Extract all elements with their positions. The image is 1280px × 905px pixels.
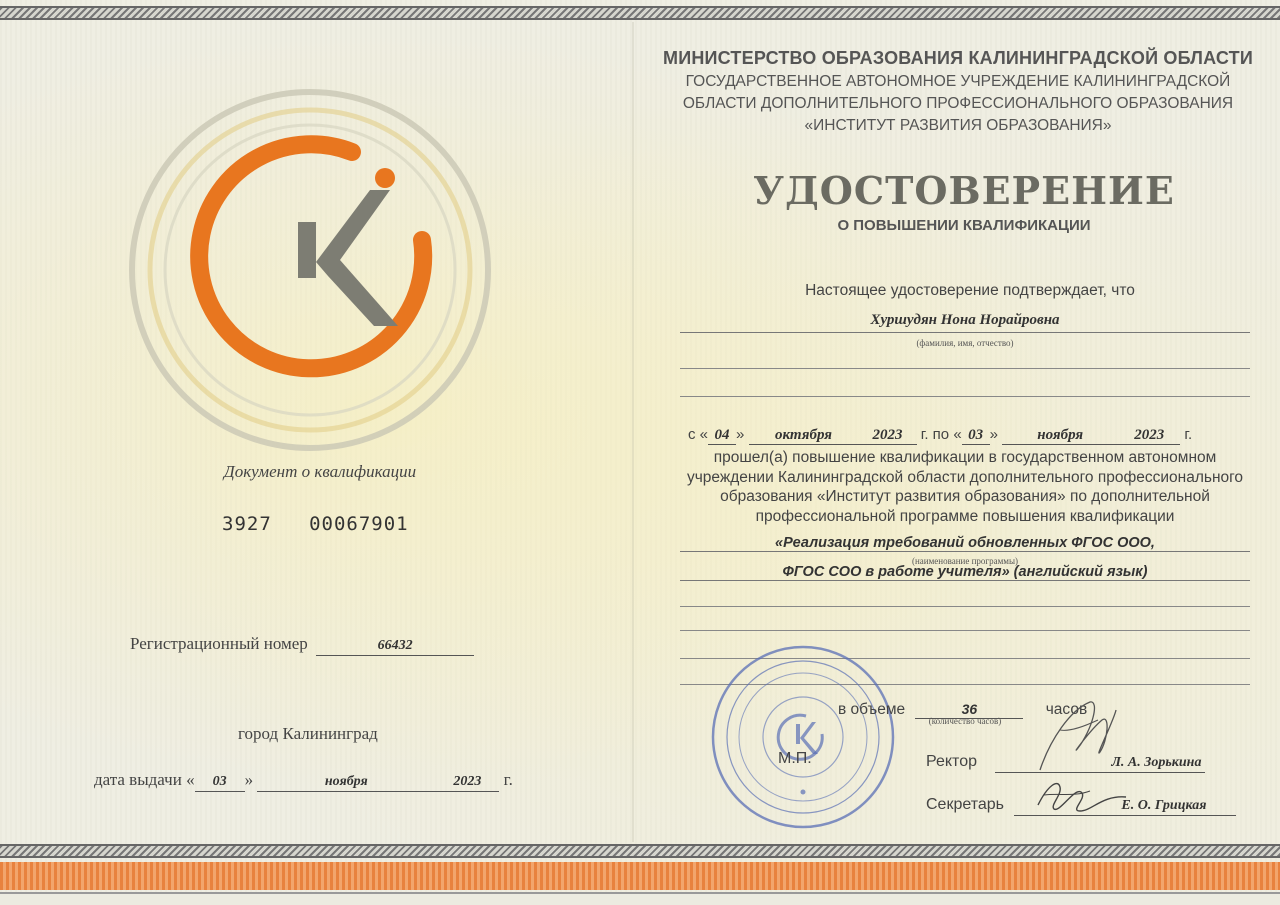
year-suffix: г. <box>503 770 513 789</box>
body-line: учреждении Калининградской области дополнительного профессионального <box>686 468 1244 486</box>
rector-name: Л. А. Зорькина <box>1111 755 1202 770</box>
city-label: город Калининград <box>238 724 378 743</box>
qualification-text <box>650 448 1280 526</box>
hours-unit: часов <box>1045 701 1088 718</box>
body-line: образования «Институт развития образования» по дополнительной <box>720 488 1210 505</box>
to-month: ноября <box>1002 426 1118 445</box>
from-day: 04 <box>708 426 736 445</box>
bottom-orange-band <box>0 862 1280 890</box>
hours-value: 36 <box>915 700 1023 719</box>
blank-line <box>680 606 1250 607</box>
name-hint: (фамилия, имя, отчество) <box>916 338 1014 348</box>
program-hint: (наименование программы) <box>911 556 1019 566</box>
official-seal-icon <box>708 642 898 832</box>
issue-date-row <box>94 770 513 792</box>
to-year: 2023 <box>1118 426 1180 445</box>
from-month: октября <box>749 426 859 445</box>
quote-close: » <box>989 426 999 443</box>
rector-signature-icon <box>1030 690 1120 780</box>
institution-line: ОБЛАСТИ ДОПОЛНИТЕЛЬНОГО ПРОФЕССИОНАЛЬНОГО ОБРАЗОВАНИЯ <box>682 95 1234 112</box>
document-serial: 00067901 <box>309 513 409 535</box>
blank-line <box>680 396 1250 397</box>
body-line: прошел(а) повышение квалификации в государственном автономном <box>713 449 1217 466</box>
from-label: с <box>688 426 696 443</box>
secretary-name: Е. О. Грицкая <box>1121 798 1207 813</box>
secretary-label: Секретарь <box>926 796 1004 813</box>
institution-line: «ИНСТИТУТ РАЗВИТИЯ ОБРАЗОВАНИЯ» <box>804 117 1112 134</box>
quote-open: « <box>186 770 195 789</box>
secretary-signature-icon <box>1030 775 1130 820</box>
quote-close: » <box>736 426 745 443</box>
issue-month: ноября <box>257 773 435 792</box>
document-title: УДОСТОВЕРЕНИЕ <box>753 168 1175 213</box>
registration-number: 66432 <box>316 637 474 656</box>
to-label: г. по <box>920 426 950 443</box>
document-number <box>222 513 409 535</box>
document-subtitle: О ПОВЫШЕНИИ КВАЛИФИКАЦИИ <box>837 217 1091 234</box>
hours-label: в объеме <box>838 701 906 718</box>
center-fold <box>632 22 634 842</box>
top-ornament-border <box>0 6 1280 20</box>
program-name-line-1: «Реализация требований обновленных ФГОС ООО, <box>680 535 1250 552</box>
institute-logo-icon <box>120 80 500 460</box>
blank-line <box>680 368 1250 369</box>
document-series: 3927 <box>222 513 272 535</box>
institution-name <box>648 71 1268 137</box>
rector-label: Ректор <box>926 753 977 770</box>
registration-row <box>130 634 474 656</box>
hours-hint: (количество часов) <box>928 716 1002 726</box>
body-line: профессиональной программе повышения квалификации <box>755 507 1175 525</box>
document-label: Документ о квалификации <box>223 462 417 481</box>
issue-day: 03 <box>195 773 245 792</box>
registration-label: Регистрационный номер <box>130 634 308 653</box>
ministry-title: МИНИСТЕРСТВО ОБРАЗОВАНИЯ КАЛИНИНГРАДСКОЙ ОБЛАСТИ <box>663 48 1253 68</box>
program-name-line-2: ФГОС СОО в работе учителя» (английский язык) <box>680 564 1250 581</box>
stamp-place-label: М.П. <box>778 750 812 767</box>
year-suffix: г. <box>1184 426 1193 443</box>
quote-open: « <box>953 426 962 443</box>
issue-year: 2023 <box>435 773 499 792</box>
bottom-ornament-border <box>0 844 1280 858</box>
issue-label: дата выдачи <box>94 770 182 789</box>
quote-open: « <box>699 426 709 443</box>
quote-close: » <box>244 770 254 789</box>
blank-line <box>680 630 1250 631</box>
recipient-name: Хуршудян Нона Норайровна <box>680 312 1250 333</box>
to-day: 03 <box>962 426 990 445</box>
confirm-text: Настоящее удостоверение подтверждает, что <box>805 282 1135 299</box>
from-year: 2023 <box>859 426 917 445</box>
bottom-edge <box>0 892 1280 905</box>
course-dates-row <box>688 426 1248 445</box>
institution-line: ГОСУДАРСТВЕННОЕ АВТОНОМНОЕ УЧРЕЖДЕНИЕ КАЛИНИНГРАДСКОЙ <box>685 73 1231 90</box>
